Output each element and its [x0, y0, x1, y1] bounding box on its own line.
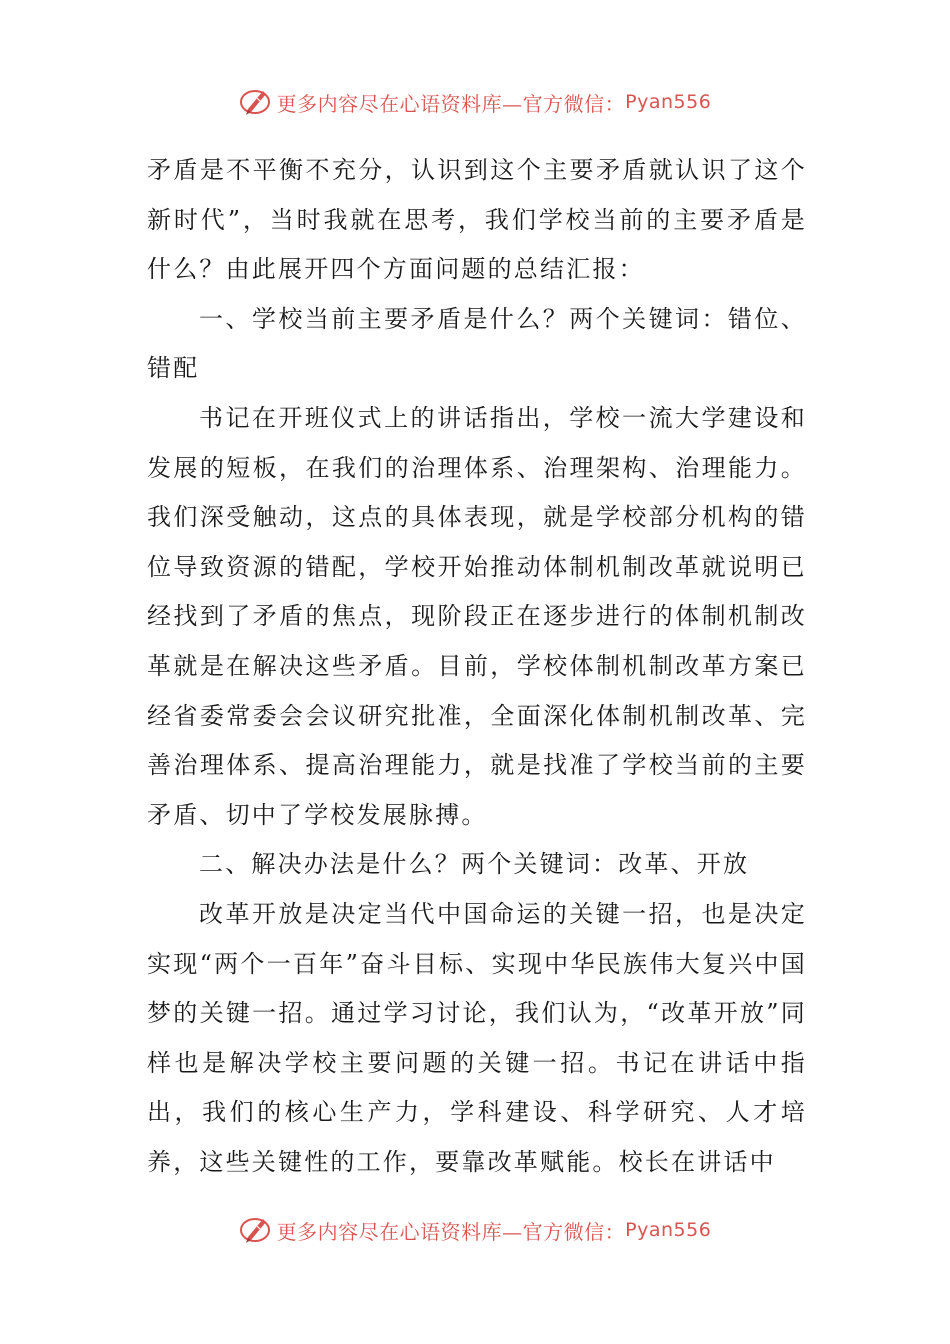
paragraph-3: 改革开放是决定当代中国命运的关键一招，也是决定实现“两个一百年”奋斗目标、实现中华民族伟大复兴中国梦的关键一招。通过学习讨论，我们认为，“改革开放”同样也是解决学校主要问题的关键一招。书记在讲话中指出，我们的核心生产力，学科建设、科学研究、人才培养，这些关键性的工作，要靠改革赋能。校长在讲话中	[147, 899, 807, 1176]
watermark-text: 更多内容尽在心语资料库—官方微信：	[276, 91, 626, 116]
quill-pen-icon	[239, 85, 273, 119]
footer-watermark	[0, 1210, 950, 1250]
header-watermark	[0, 82, 950, 122]
paragraph-2: 书记在开班仪式上的讲话指出，学校一流大学建设和发展的短板，在我们的治理体系、治理架构、治理能力。我们深受触动，这点的具体表现，就是学校部分机构的错位导致资源的错配，学校开始推动体制机制改革就说明已经找到了矛盾的焦点，现阶段正在逐步进行的体制机制改革就是在解决这些矛盾。目前，学校体制机制改革方案已经省委常委会会议研究批准，全面深化体制机制改革、完善治理体系、提高治理能力，就是找准了学校当前的主要矛盾、切中了学校发展脉搏。	[147, 403, 807, 829]
watermark-text: 更多内容尽在心语资料库—官方微信：	[276, 1219, 626, 1244]
paragraph-1: 矛盾是不平衡不充分，认识到这个主要矛盾就认识了这个新时代”，当时我就在思考，我们学校当前的主要矛盾是什么？由此展开四个方面问题的总结汇报：	[147, 156, 807, 284]
document-body	[147, 146, 807, 1187]
watermark-wechat-id: Pyan556	[625, 91, 712, 113]
section-heading-2: 二、解决办法是什么？两个关键词：改革、开放	[199, 850, 750, 879]
quill-pen-icon	[239, 1213, 273, 1247]
section-heading-1: 一、学校当前主要矛盾是什么？两个关键词：错位、错配	[147, 304, 807, 383]
watermark-wechat-id: Pyan556	[625, 1219, 712, 1241]
